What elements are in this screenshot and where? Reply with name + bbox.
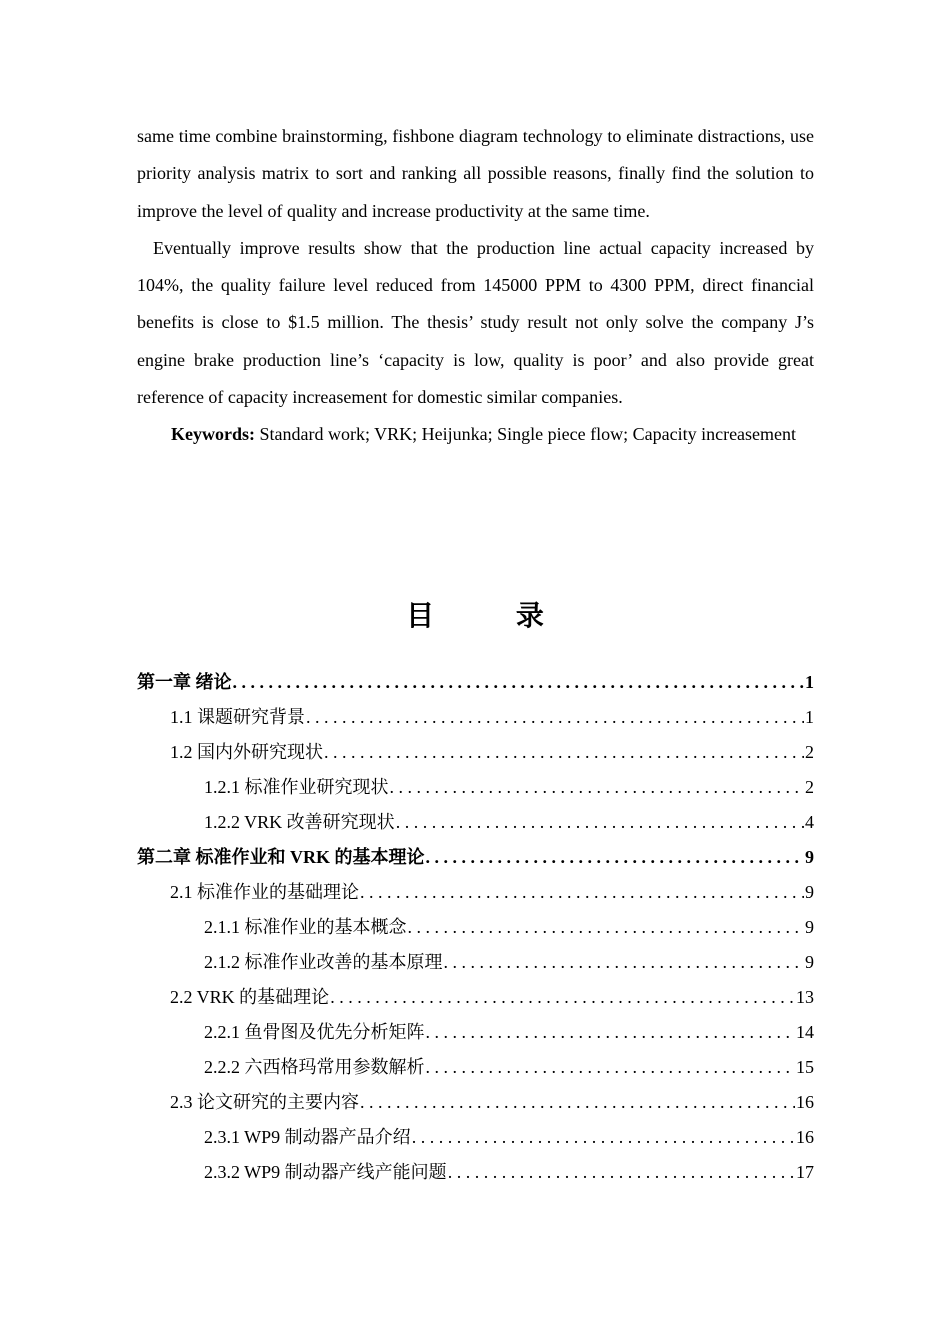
keywords-line (137, 416, 814, 453)
toc-entry-page: 1 (805, 707, 814, 727)
toc-entry[interactable] (137, 1018, 814, 1053)
toc-entry-page: 9 (805, 847, 814, 867)
toc-entry-label: 2.3 论文研究的主要内容 (170, 1092, 359, 1112)
toc-entry-page: 9 (805, 917, 814, 937)
toc-leader-dots (233, 672, 805, 693)
table-of-contents (137, 668, 814, 1193)
toc-leader-dots (360, 1092, 795, 1113)
toc-leader-dots (408, 917, 805, 938)
toc-entry[interactable] (137, 703, 814, 738)
toc-entry-label: 2.2.1 鱼骨图及优先分析矩阵 (204, 1022, 425, 1042)
toc-entry-label: 第一章 绪论 (137, 672, 232, 692)
toc-leader-dots (324, 742, 804, 763)
toc-leader-dots (360, 882, 804, 903)
toc-leader-dots (306, 707, 804, 728)
toc-entry[interactable] (137, 1123, 814, 1158)
abstract-paragraph-2: Eventually improve results show that the production line actual capacity increased by 104%, the quality failure level reduced from 145000 PPM to 4300 PPM, direct financial benefits is close to $1.5 million. The thesis’ study result not only solve the company J’s engine brake production line’s ‘capacity is low, quality is poor’ and also provide great reference of capacity increasement for domestic similar companies. (137, 237, 814, 408)
toc-entry[interactable] (137, 1158, 814, 1193)
toc-entry-label: 1.2.2 VRK 改善研究现状 (204, 812, 395, 832)
toc-entry[interactable] (137, 668, 814, 703)
toc-leader-dots (444, 952, 805, 973)
toc-entry[interactable] (137, 1088, 814, 1123)
toc-entry[interactable] (137, 983, 814, 1018)
toc-entry-label: 1.2.1 标准作业研究现状 (204, 777, 389, 797)
toc-entry-label: 2.2.2 六西格玛常用参数解析 (204, 1057, 425, 1077)
toc-entry[interactable] (137, 738, 814, 773)
toc-leader-dots (426, 847, 805, 868)
toc-leader-dots (396, 812, 804, 833)
toc-entry-label: 2.3.1 WP9 制动器产品介绍 (204, 1127, 411, 1147)
toc-title: 目 录 (406, 599, 580, 632)
toc-leader-dots (448, 1162, 795, 1183)
toc-entry-page: 14 (796, 1022, 814, 1042)
toc-entry-page: 13 (796, 987, 814, 1007)
toc-entry-page: 9 (805, 952, 814, 972)
toc-leader-dots (330, 987, 795, 1008)
toc-entry-page: 4 (805, 812, 814, 832)
toc-entry[interactable] (137, 808, 814, 843)
toc-entry-label: 2.1 标准作业的基础理论 (170, 882, 359, 902)
abstract-section (137, 118, 814, 454)
toc-entry-label: 2.2 VRK 的基础理论 (170, 987, 330, 1007)
abstract-paragraph-1: same time combine brainstorming, fishbone diagram technology to eliminate distractions, use priority analysis matrix to sort and ranking all possible reasons, finally find the solution to improve the level of quality and increase productivity at the same time. (137, 126, 814, 221)
toc-entry-page: 17 (796, 1162, 814, 1182)
toc-entry-page: 16 (796, 1092, 814, 1112)
toc-entry-label: 1.2 国内外研究现状 (170, 742, 323, 762)
toc-entry-label: 2.1.1 标准作业的基本概念 (204, 917, 407, 937)
toc-entry-page: 15 (796, 1057, 814, 1077)
toc-leader-dots (426, 1022, 796, 1043)
toc-entry[interactable] (137, 1053, 814, 1088)
toc-entry-label: 2.3.2 WP9 制动器产线产能问题 (204, 1162, 447, 1182)
toc-entry-page: 2 (805, 742, 814, 762)
toc-entry-page: 9 (805, 882, 814, 902)
toc-entry[interactable] (137, 878, 814, 913)
keywords-text: Standard work; VRK; Heijunka; Single piece flow; Capacity increasement (255, 424, 797, 445)
toc-entry[interactable] (137, 773, 814, 808)
toc-entry-label: 2.1.2 标准作业改善的基本原理 (204, 952, 443, 972)
toc-entry-page: 2 (805, 777, 814, 797)
toc-entry[interactable] (137, 913, 814, 948)
keywords-label: Keywords: (171, 424, 255, 445)
toc-entry[interactable] (137, 948, 814, 983)
toc-entry-label: 第二章 标准作业和 VRK 的基本理论 (137, 847, 425, 867)
toc-leader-dots (426, 1057, 796, 1078)
toc-leader-dots (390, 777, 805, 798)
toc-entry-page: 16 (796, 1127, 814, 1147)
toc-entry-page: 1 (805, 672, 814, 692)
toc-entry[interactable] (137, 843, 814, 878)
toc-leader-dots (412, 1127, 795, 1148)
toc-entry-label: 1.1 课题研究背景 (170, 707, 305, 727)
